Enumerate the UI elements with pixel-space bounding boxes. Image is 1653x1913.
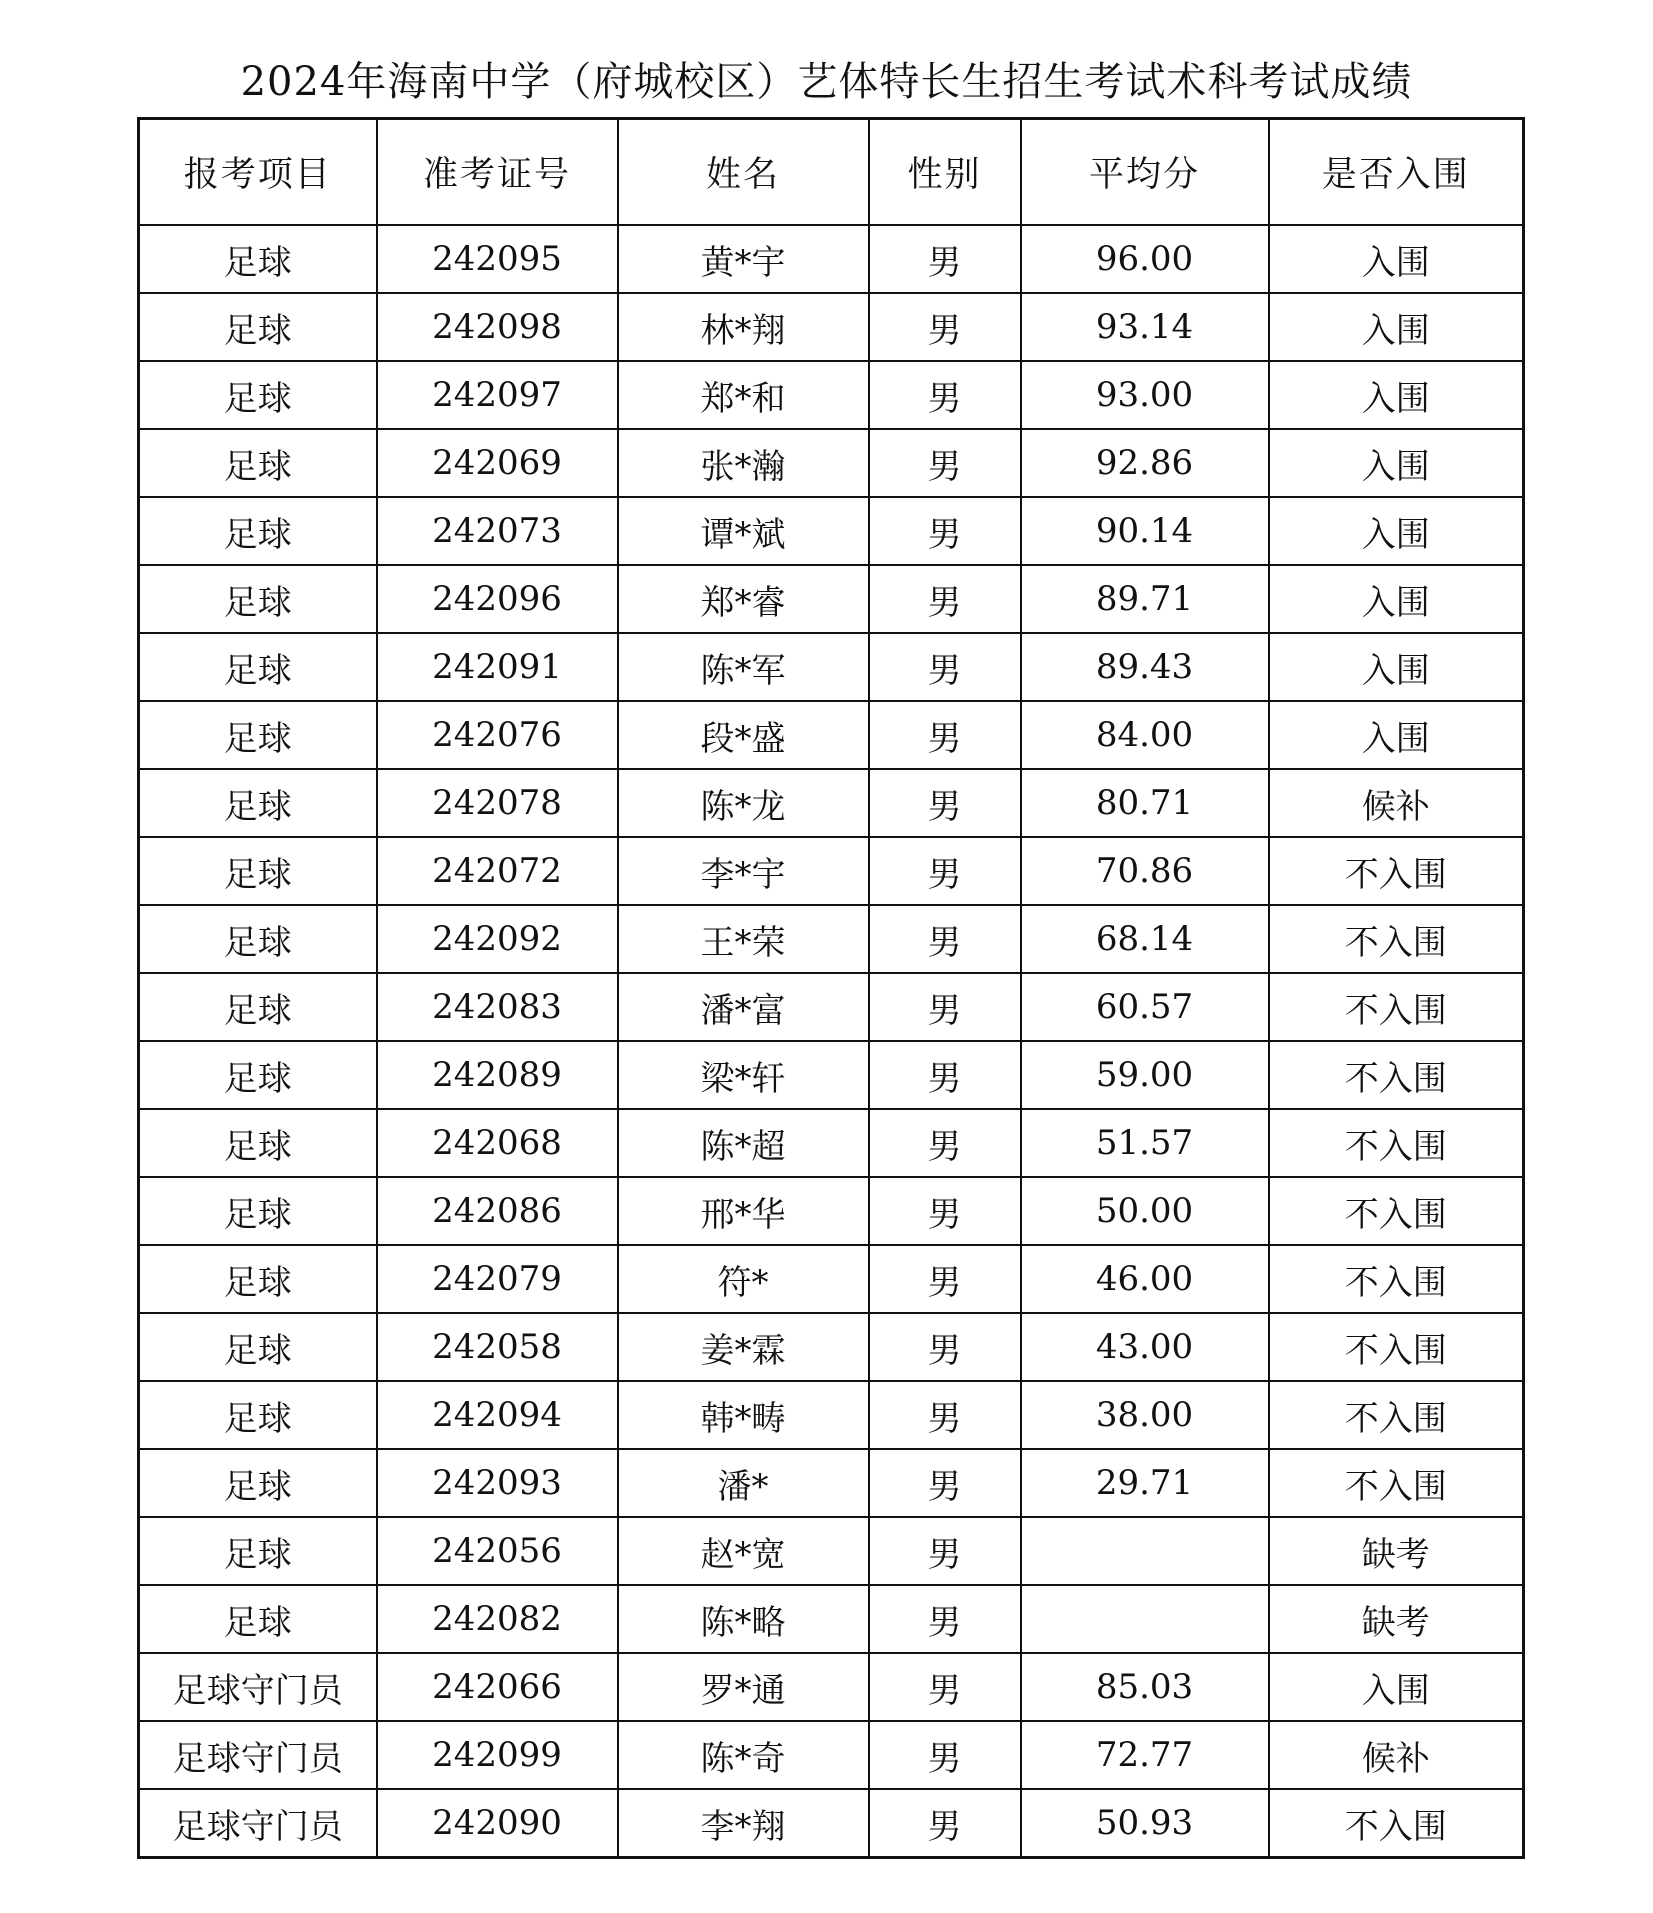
cell-gender: 男 — [869, 1789, 1021, 1858]
cell-exam-number: 242058 — [377, 1313, 618, 1381]
cell-exam-number: 242056 — [377, 1517, 618, 1585]
table-header — [139, 119, 1524, 226]
cell-name: 陈*军 — [618, 633, 869, 701]
cell-event: 足球 — [139, 1245, 377, 1313]
cell-shortlisted: 缺考 — [1269, 1585, 1524, 1653]
cell-average-score: 80.71 — [1021, 769, 1269, 837]
table-row — [139, 1449, 1524, 1517]
cell-event: 足球 — [139, 1585, 377, 1653]
table-row — [139, 1245, 1524, 1313]
cell-name: 李*翔 — [618, 1789, 869, 1858]
cell-gender: 男 — [869, 293, 1021, 361]
cell-name: 林*翔 — [618, 293, 869, 361]
cell-exam-number: 242069 — [377, 429, 618, 497]
cell-gender: 男 — [869, 1313, 1021, 1381]
cell-exam-number: 242073 — [377, 497, 618, 565]
cell-exam-number: 242072 — [377, 837, 618, 905]
table-body — [139, 225, 1524, 1858]
cell-shortlisted: 不入围 — [1269, 1109, 1524, 1177]
table-row — [139, 633, 1524, 701]
cell-shortlisted: 入围 — [1269, 633, 1524, 701]
cell-event: 足球 — [139, 1177, 377, 1245]
cell-exam-number: 242092 — [377, 905, 618, 973]
cell-shortlisted: 入围 — [1269, 361, 1524, 429]
cell-average-score: 46.00 — [1021, 1245, 1269, 1313]
cell-average-score: 43.00 — [1021, 1313, 1269, 1381]
cell-exam-number: 242091 — [377, 633, 618, 701]
table-row — [139, 905, 1524, 973]
cell-exam-number: 242086 — [377, 1177, 618, 1245]
cell-exam-number: 242068 — [377, 1109, 618, 1177]
table-row — [139, 837, 1524, 905]
cell-event: 足球 — [139, 837, 377, 905]
cell-gender: 男 — [869, 565, 1021, 633]
table-row — [139, 1177, 1524, 1245]
cell-exam-number: 242090 — [377, 1789, 618, 1858]
cell-average-score: 93.14 — [1021, 293, 1269, 361]
cell-average-score: 90.14 — [1021, 497, 1269, 565]
cell-gender: 男 — [869, 1653, 1021, 1721]
cell-event: 足球 — [139, 905, 377, 973]
cell-name: 邢*华 — [618, 1177, 869, 1245]
cell-event: 足球 — [139, 1517, 377, 1585]
page-title: 2024年海南中学（府城校区）艺体特长生招生考试术科考试成绩 — [240, 59, 1413, 105]
cell-average-score: 85.03 — [1021, 1653, 1269, 1721]
cell-average-score: 50.00 — [1021, 1177, 1269, 1245]
header-average-score: 平均分 — [1021, 119, 1269, 226]
table-row — [139, 1585, 1524, 1653]
cell-event: 足球 — [139, 633, 377, 701]
cell-shortlisted: 不入围 — [1269, 1313, 1524, 1381]
cell-gender: 男 — [869, 837, 1021, 905]
table-row — [139, 973, 1524, 1041]
table-row — [139, 1721, 1524, 1789]
cell-exam-number: 242099 — [377, 1721, 618, 1789]
cell-exam-number: 242094 — [377, 1381, 618, 1449]
cell-gender: 男 — [869, 1041, 1021, 1109]
cell-average-score: 89.43 — [1021, 633, 1269, 701]
cell-exam-number: 242066 — [377, 1653, 618, 1721]
cell-event: 足球 — [139, 1381, 377, 1449]
table-row — [139, 429, 1524, 497]
cell-average-score: 92.86 — [1021, 429, 1269, 497]
cell-shortlisted: 入围 — [1269, 565, 1524, 633]
cell-shortlisted: 不入围 — [1269, 1789, 1524, 1858]
cell-exam-number: 242083 — [377, 973, 618, 1041]
cell-shortlisted: 入围 — [1269, 293, 1524, 361]
cell-gender: 男 — [869, 633, 1021, 701]
cell-shortlisted: 入围 — [1269, 497, 1524, 565]
cell-event: 足球 — [139, 361, 377, 429]
cell-event: 足球 — [139, 701, 377, 769]
cell-name: 罗*通 — [618, 1653, 869, 1721]
cell-average-score: 68.14 — [1021, 905, 1269, 973]
cell-event: 足球 — [139, 973, 377, 1041]
cell-name: 黄*宇 — [618, 225, 869, 293]
cell-exam-number: 242095 — [377, 225, 618, 293]
table-row — [139, 1789, 1524, 1858]
cell-shortlisted: 入围 — [1269, 429, 1524, 497]
cell-average-score: 38.00 — [1021, 1381, 1269, 1449]
cell-event: 足球 — [139, 225, 377, 293]
cell-shortlisted: 不入围 — [1269, 1449, 1524, 1517]
cell-gender: 男 — [869, 701, 1021, 769]
cell-event: 足球 — [139, 1109, 377, 1177]
cell-average-score: 84.00 — [1021, 701, 1269, 769]
cell-event: 足球 — [139, 1041, 377, 1109]
header-shortlisted: 是否入围 — [1269, 119, 1524, 226]
cell-exam-number: 242076 — [377, 701, 618, 769]
cell-shortlisted: 候补 — [1269, 769, 1524, 837]
cell-exam-number: 242079 — [377, 1245, 618, 1313]
cell-gender: 男 — [869, 1177, 1021, 1245]
cell-exam-number: 242097 — [377, 361, 618, 429]
cell-gender: 男 — [869, 905, 1021, 973]
cell-shortlisted: 不入围 — [1269, 837, 1524, 905]
table-row — [139, 1381, 1524, 1449]
cell-average-score: 51.57 — [1021, 1109, 1269, 1177]
table-row — [139, 361, 1524, 429]
cell-gender: 男 — [869, 225, 1021, 293]
cell-shortlisted: 不入围 — [1269, 905, 1524, 973]
table-row — [139, 769, 1524, 837]
cell-event: 足球 — [139, 293, 377, 361]
cell-exam-number: 242078 — [377, 769, 618, 837]
cell-event: 足球 — [139, 497, 377, 565]
cell-name: 赵*宽 — [618, 1517, 869, 1585]
cell-exam-number: 242089 — [377, 1041, 618, 1109]
table-row — [139, 1517, 1524, 1585]
table-row — [139, 701, 1524, 769]
cell-shortlisted: 不入围 — [1269, 1177, 1524, 1245]
cell-name: 谭*斌 — [618, 497, 869, 565]
cell-average-score — [1021, 1585, 1269, 1653]
cell-gender: 男 — [869, 497, 1021, 565]
table-row — [139, 1109, 1524, 1177]
cell-name: 郑*睿 — [618, 565, 869, 633]
header-row — [139, 119, 1524, 226]
cell-exam-number: 242096 — [377, 565, 618, 633]
cell-event: 足球 — [139, 769, 377, 837]
cell-average-score: 50.93 — [1021, 1789, 1269, 1858]
cell-name: 陈*龙 — [618, 769, 869, 837]
cell-shortlisted: 不入围 — [1269, 1245, 1524, 1313]
cell-exam-number: 242098 — [377, 293, 618, 361]
cell-average-score: 60.57 — [1021, 973, 1269, 1041]
table-row — [139, 565, 1524, 633]
cell-gender: 男 — [869, 1245, 1021, 1313]
cell-gender: 男 — [869, 1721, 1021, 1789]
cell-shortlisted: 入围 — [1269, 1653, 1524, 1721]
cell-gender: 男 — [869, 769, 1021, 837]
cell-name: 郑*和 — [618, 361, 869, 429]
cell-exam-number: 242082 — [377, 1585, 618, 1653]
cell-average-score — [1021, 1517, 1269, 1585]
cell-gender: 男 — [869, 973, 1021, 1041]
cell-average-score: 70.86 — [1021, 837, 1269, 905]
cell-name: 梁*轩 — [618, 1041, 869, 1109]
cell-shortlisted: 入围 — [1269, 225, 1524, 293]
cell-name: 潘*富 — [618, 973, 869, 1041]
cell-name: 张*瀚 — [618, 429, 869, 497]
cell-name: 韩*畴 — [618, 1381, 869, 1449]
cell-name: 李*宇 — [618, 837, 869, 905]
cell-average-score: 29.71 — [1021, 1449, 1269, 1517]
header-exam-number: 准考证号 — [377, 119, 618, 226]
cell-gender: 男 — [869, 429, 1021, 497]
cell-average-score: 96.00 — [1021, 225, 1269, 293]
cell-average-score: 59.00 — [1021, 1041, 1269, 1109]
header-gender: 性别 — [869, 119, 1021, 226]
cell-event: 足球守门员 — [139, 1721, 377, 1789]
table-row — [139, 1041, 1524, 1109]
cell-exam-number: 242093 — [377, 1449, 618, 1517]
cell-gender: 男 — [869, 1449, 1021, 1517]
cell-gender: 男 — [869, 1585, 1021, 1653]
header-name: 姓名 — [618, 119, 869, 226]
cell-average-score: 89.71 — [1021, 565, 1269, 633]
cell-gender: 男 — [869, 1381, 1021, 1449]
cell-name: 陈*略 — [618, 1585, 869, 1653]
table-row — [139, 497, 1524, 565]
cell-name: 符* — [618, 1245, 869, 1313]
cell-name: 段*盛 — [618, 701, 869, 769]
table-row — [139, 225, 1524, 293]
cell-shortlisted: 不入围 — [1269, 973, 1524, 1041]
cell-event: 足球 — [139, 1313, 377, 1381]
table-row — [139, 293, 1524, 361]
header-event: 报考项目 — [139, 119, 377, 226]
cell-gender: 男 — [869, 1109, 1021, 1177]
cell-shortlisted: 入围 — [1269, 701, 1524, 769]
cell-shortlisted: 缺考 — [1269, 1517, 1524, 1585]
scores-table — [137, 117, 1525, 1859]
cell-event: 足球 — [139, 429, 377, 497]
cell-name: 潘* — [618, 1449, 869, 1517]
cell-shortlisted: 不入围 — [1269, 1041, 1524, 1109]
cell-gender: 男 — [869, 361, 1021, 429]
cell-gender: 男 — [869, 1517, 1021, 1585]
table-row — [139, 1653, 1524, 1721]
cell-average-score: 72.77 — [1021, 1721, 1269, 1789]
cell-event: 足球 — [139, 1449, 377, 1517]
cell-shortlisted: 候补 — [1269, 1721, 1524, 1789]
cell-event: 足球守门员 — [139, 1789, 377, 1858]
table-row — [139, 1313, 1524, 1381]
cell-event: 足球 — [139, 565, 377, 633]
cell-shortlisted: 不入围 — [1269, 1381, 1524, 1449]
cell-name: 姜*霖 — [618, 1313, 869, 1381]
cell-name: 王*荣 — [618, 905, 869, 973]
cell-average-score: 93.00 — [1021, 361, 1269, 429]
cell-name: 陈*超 — [618, 1109, 869, 1177]
cell-event: 足球守门员 — [139, 1653, 377, 1721]
cell-name: 陈*奇 — [618, 1721, 869, 1789]
